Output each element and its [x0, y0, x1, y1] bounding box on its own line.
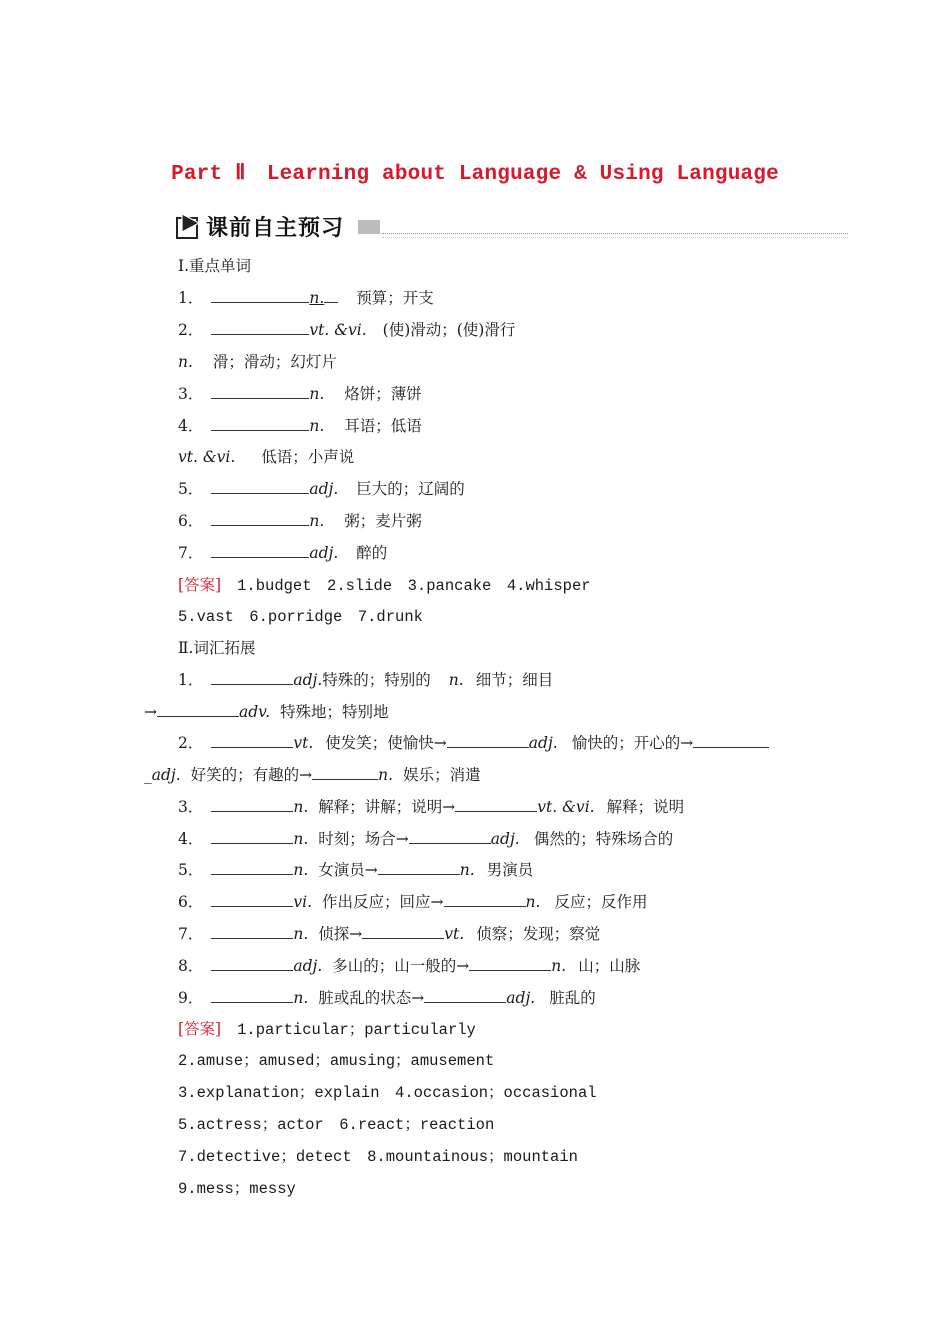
answer-blank[interactable] [211, 288, 309, 303]
list-item: vt. &vi. 低语；小声说 [178, 448, 355, 466]
answer-blank[interactable] [211, 479, 309, 494]
list-item: _adj. 好笑的；有趣的→ n. 娱乐；消遣 [144, 766, 481, 784]
list-item: 1． adj.特殊的；特别的 n. 细节；细目 [178, 671, 554, 689]
answer-line: 9.mess；messy [178, 1180, 296, 1198]
part1-heading: Ⅰ.重点单词 [178, 257, 252, 275]
arrow-box-icon [176, 213, 200, 239]
answer-blank[interactable] [211, 670, 293, 685]
list-item: 2． vt. &vi. (使)滑动；(使)滑行 [178, 321, 516, 339]
answer-blank[interactable] [424, 988, 506, 1003]
answer-line: [答案] 1.particular；particularly [178, 1020, 476, 1039]
answer-blank[interactable] [362, 924, 444, 939]
answer-blank[interactable] [211, 384, 309, 399]
answer-line: 7.detective；detect 8.mountainous；mountain [178, 1148, 578, 1166]
list-item: 2． vt. 使发笑；使愉快→ adj. 愉快的；开心的→ [178, 733, 769, 753]
answer-blank[interactable] [693, 733, 769, 748]
part2-heading: Ⅱ.词汇拓展 [178, 639, 256, 657]
answer-blank[interactable] [211, 924, 293, 939]
list-item: n. 滑；滑动；幻灯片 [178, 353, 337, 371]
answer-blank[interactable] [211, 892, 293, 907]
section-banner [176, 210, 848, 242]
answer-blank[interactable] [444, 892, 526, 907]
list-item: 9． n. 脏或乱的状态→ adj. 脏乱的 [178, 989, 596, 1007]
answer-blank[interactable] [157, 702, 239, 717]
answer-blank[interactable] [211, 733, 293, 748]
list-item: 7． n. 侦探→ vt. 侦察；发现；察觉 [178, 925, 601, 943]
answer-line: [答案] 1.budget 2.slide 3.pancake 4.whisper [178, 576, 591, 595]
answer-label: [答案] [178, 1020, 222, 1038]
list-item: 3． n. 烙饼；薄饼 [178, 385, 422, 403]
list-item: 4． n. 时刻；场合→ adj. 偶然的；特殊场合的 [178, 830, 674, 848]
answer-blank[interactable] [211, 543, 309, 558]
answer-blank[interactable] [455, 797, 537, 812]
answer-blank[interactable] [211, 956, 293, 971]
page-title: Part Ⅱ Learning about Language & Using Language [171, 163, 779, 186]
answer-line: 5.vast 6.porridge 7.drunk [178, 608, 423, 626]
list-item: 6． n. 粥；麦片粥 [178, 512, 422, 530]
list-item: 4． n. 耳语；低语 [178, 417, 422, 435]
section-header: 课前自主预习 [206, 216, 345, 241]
answer-blank[interactable] [378, 860, 460, 875]
answer-line: 2.amuse；amused；amusing；amusement [178, 1052, 495, 1070]
list-item: 8． adj. 多山的；山一般的→ n. 山；山脉 [178, 957, 641, 975]
list-item: 5． n. 女演员→ n. 男演员 [178, 861, 534, 879]
answer-blank[interactable] [211, 320, 309, 335]
answer-blank[interactable] [211, 829, 293, 844]
list-item: 1． n. 预算；开支 [178, 289, 434, 307]
answer-blank[interactable] [211, 416, 309, 431]
list-item: 3． n. 解释；讲解；说明→ vt. &vi. 解释；说明 [178, 798, 685, 816]
list-item: 6． vi. 作出反应；回应→ n. 反应；反作用 [178, 893, 648, 911]
answer-blank[interactable] [312, 765, 378, 780]
answer-blank[interactable] [211, 988, 293, 1003]
answer-blank[interactable] [469, 956, 551, 971]
answer-line: 3.explanation；explain 4.occasion；occasional [178, 1084, 597, 1102]
list-item: 5． adj. 巨大的；辽阔的 [178, 480, 465, 498]
list-item: 7． adj. 醉的 [178, 544, 388, 562]
answer-label: [答案] [178, 576, 222, 594]
answer-line: 5.actress；actor 6.react；reaction [178, 1116, 495, 1134]
answer-blank[interactable] [211, 797, 293, 812]
answer-blank[interactable] [447, 733, 529, 748]
answer-blank[interactable] [409, 829, 491, 844]
list-item: → adv. 特殊地；特别地 [144, 703, 389, 721]
header-rule [382, 233, 848, 234]
answer-blank[interactable] [211, 860, 293, 875]
header-rule-secondary [382, 237, 848, 238]
header-decoration [358, 220, 380, 234]
answer-blank[interactable] [211, 511, 309, 526]
